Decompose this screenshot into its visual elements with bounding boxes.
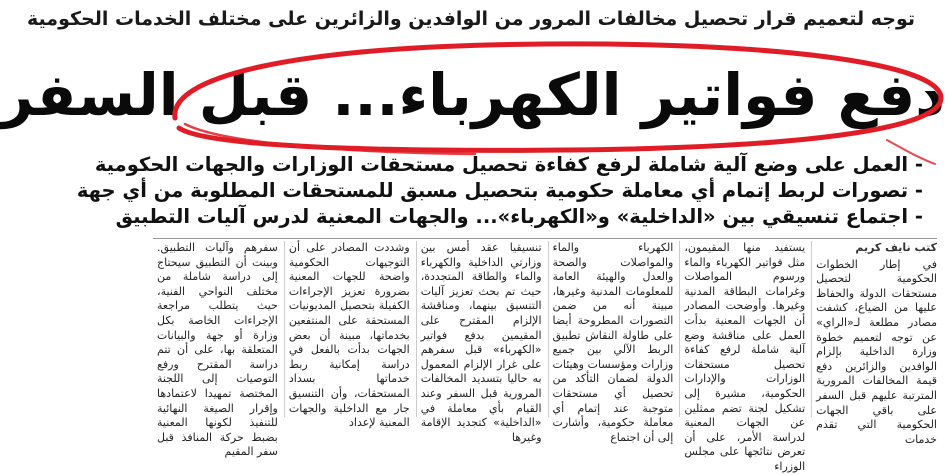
body-column	[679, 241, 806, 473]
headline: دفع فواتير الكهرباء... قبل السفر	[0, 61, 945, 129]
bullet-item: - تصورات لربط إتمام أي معاملة حكومية بتحصيل مسبق للمستحقات المطلوبة من أي جهة	[76, 179, 923, 202]
divider	[153, 238, 937, 239]
body-columns	[153, 241, 937, 473]
body-paragraph: يستفيد منها المقيمون، مثل فواتير الكهرباء والماء ورسوم المواصلات وغرامات البطاقة المدنية وغيرها. وأوضحت المصادر أن الجهات المعنية بدأت العمل على مناقشة وضع آلية شاملة لرفع كفاءة تحصيل مستحقات الوزارات والإدارات الحكومية، مشيرة إلى تشكيل لجنة تضم ممثلين عن الجهات المعنية لدراسة الأمر، على أن تعرض نتائجها على مجلس الوزراء	[684, 241, 806, 473]
body-paragraph: تنسيقيا عقد أمس بين وزارتي الداخلية والكهرباء والماء والطاقة المتجددة، حيث تم بحث تعزيز آليات التنسيق بينهما، ومناقشة الإلزام المقترح على المقيمين بدفع فواتير «الكهرباء» قبل سفرهم على غرار الإلزام المعمول به حاليا بتسديد المخالفات المرورية قبل السفر وعند القيام بأي معاملة في «الداخلية» كتجديد الإقامة وغيرها	[420, 241, 542, 444]
body-paragraph: وشددت المصادر على أن التوجيهات الحكومية واضحة للجهات المعنية بضرورة تعزيز الإجراءات الكفيلة بتحصيل المديونيات المستحقة على المنتفعين بخدماتها، مبينة أن بعض الجهات بدأت بالفعل في دراسة إمكانية ربط خدماتها بسداد المستحقات، وأن التنسيق جار مع الداخلية والجهات المعنية لإعداد	[288, 241, 410, 430]
kicker-text: توجه لتعميم قرار تحصيل مخالفات المرور من الوافدين والزائرين على مختلف الخدمات الحكومية	[27, 8, 915, 30]
body-column	[811, 241, 937, 446]
body-paragraph: الكهرباء والماء والمواصلات والصحة والعدل والهيئة العامة للمعلومات المدنية وغيرها، مبينة أنه من ضمن التصورات المطروحة أيضا على طاولة النقاش تطبيق الربط الآلي بين جميع وزارات ومؤسسات وهيئات الدولة لضمان التأكد من تحصيل أي مستحقات متوجبة عند إتمام أي معاملة حكومية، وأشارت إلى أن اجتماع	[552, 241, 674, 444]
body-column	[416, 241, 542, 444]
bullet-item: - العمل على وضع آلية شاملة لرفع كفاءة تحصيل مستحقات الوزارات والجهات الحكومية	[94, 153, 923, 176]
bullet-item: - اجتماع تنسيقي بين «الداخلية» و«الكهرباء»... والجهات المعنية لدرس آليات التطبيق	[115, 205, 923, 228]
body-paragraph: سفرهم وآليات التطبيق. وبينت أن التطبيق سيحتاج إلى دراسة شاملة من مختلف النواحي الفنية، حيث يتطلب مراجعة الإجراءات الخاصة بكل وزارة أو جهة والبيانات المتعلقة بها، على أن تتم دراسة المقترح ورفع التوصيات إلى اللجنة المختصة تمهيدا لاعتمادها وإقرار الصيغة النهائية للتنفيذ لكونها المعنية بضبط حركة المنافذ قبل سفر المقيم	[157, 241, 278, 459]
body-column	[153, 241, 278, 459]
subheadline-bullets	[76, 152, 923, 230]
byline: كتب نايف كريم	[855, 241, 937, 254]
body-column	[284, 241, 410, 430]
body-paragraph: في إطار الخطوات الحكومية لتحصيل مستحقات الدولة والحفاظ عليها من الضياع، كشفت مصادر مطلعة لـ«الراي» عن توجه لتعميم خطوة وزارة الداخلية بإلزام الوافدين والزائرين دفع قيمة المخالفات المرورية المترتبة عليهم قبل السفر على باقي الجهات الحكومية التي تقدم خدمات	[816, 257, 937, 446]
body-column	[548, 241, 674, 444]
